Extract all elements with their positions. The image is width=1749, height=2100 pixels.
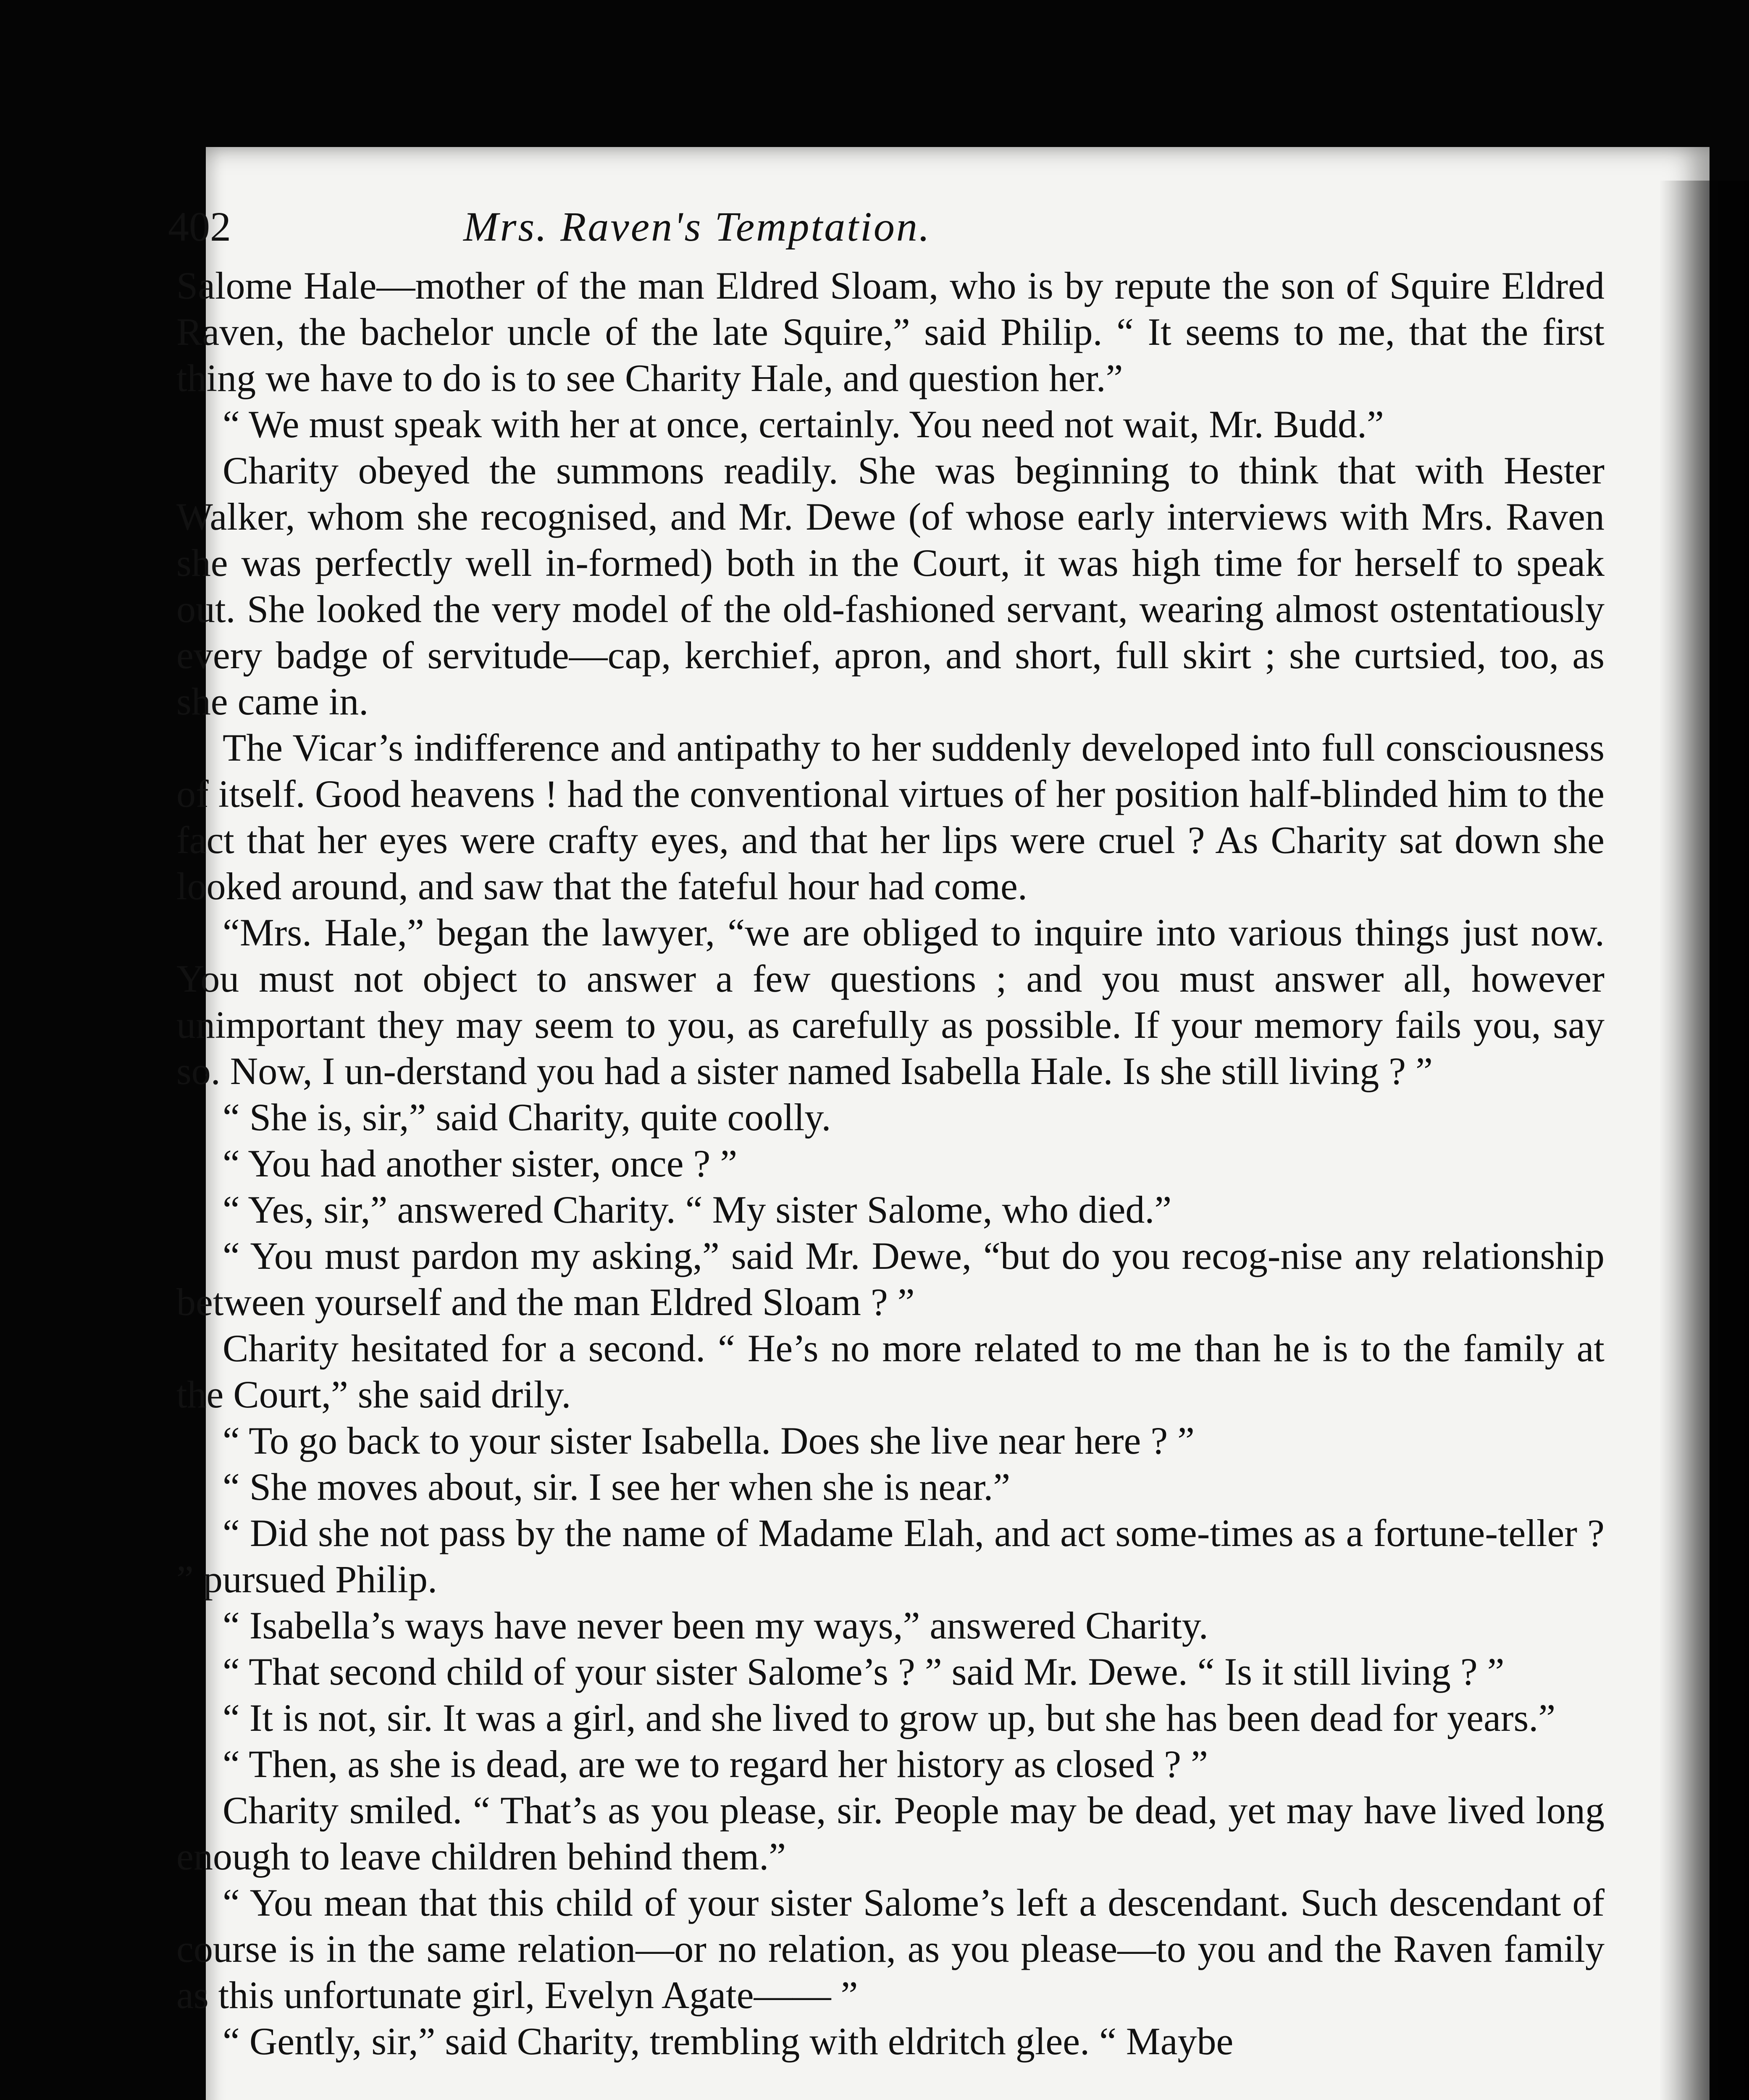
paragraph: “ Isabella’s ways have never been my ways,” answered Charity. <box>223 1604 1208 1647</box>
paragraph: “ She is, sir,” said Charity, quite coolly. <box>223 1096 831 1139</box>
paragraph: “ We must speak with her at once, certainly. You need not wait, Mr. Budd.” <box>223 403 1384 446</box>
paragraph: “Mrs. Hale,” began the lawyer, “we are obliged to inquire into various things just now. You must not object to answer a few questions ; and you must answer all, however unimportant they may seem to you, as carefully as possible. If your memory fails you, say so. Now, I un-derstand you had a sister named Isabella Hale. Is she still living ? ” <box>176 911 1605 1092</box>
running-title: Mrs. Raven's Temptation. <box>463 203 931 250</box>
body-text <box>176 262 1605 2064</box>
paragraph: Charity hesitated for a second. “ He’s no more related to me than he is to the family at the Court,” she said drily. <box>176 1327 1605 1416</box>
paragraph: “ It is not, sir. It was a girl, and she lived to grow up, but she has been dead for years.” <box>223 1696 1556 1739</box>
paragraph: “ You must pardon my asking,” said Mr. Dewe, “but do you recog-nise any relationship between yourself and the man Eldred Sloam ? ” <box>176 1234 1605 1323</box>
paragraph: “ Yes, sir,” answered Charity. “ My sister Salome, who died.” <box>223 1188 1172 1231</box>
paragraph: “ You had another sister, once ? ” <box>223 1142 738 1185</box>
paragraph: Charity obeyed the summons readily. She was beginning to think that with Hester Walker, whom she recognised, and Mr. Dewe (of whose early interviews with Mrs. Raven she was perfectly well in-formed) both in the Court, it was high time for herself to speak out. She looked the very model of the old-fashioned servant, wearing almost ostentatiously every badge of servitude—cap, kerchief, apron, and short, full skirt ; she curtsied, too, as she came in. <box>176 449 1605 723</box>
page-header <box>168 193 1605 260</box>
paragraph: “ You mean that this child of your sister Salome’s left a descendant. Such descendant of course is in the same relation—or no relation, as you please—to you and the Raven family as this unfortunate girl, Evelyn Agate—— ” <box>176 1881 1605 2016</box>
paragraph: “ Gently, sir,” said Charity, trembling with eldritch glee. “ Maybe <box>223 2020 1234 2063</box>
paragraph: “ Then, as she is dead, are we to regard her history as closed ? ” <box>223 1743 1208 1785</box>
page-number: 402 <box>168 203 231 250</box>
paragraph: “ That second child of your sister Salome’s ? ” said Mr. Dewe. “ Is it still living ? ” <box>223 1650 1505 1693</box>
paragraph: “ Did she not pass by the name of Madame Elah, and act some-times as a fortune-teller ? ” pursued Philip. <box>176 1512 1605 1601</box>
page-edge-shadow <box>1659 181 1749 2100</box>
paragraph: Salome Hale—mother of the man Eldred Sloam, who is by repute the son of Squire Eldred Raven, the bachelor uncle of the late Squire,” said Philip. “ It seems to me, that the first thing we have to do is to see Charity Hale, and question her.” <box>176 264 1605 399</box>
paragraph: “ To go back to your sister Isabella. Does she live near here ? ” <box>223 1419 1195 1462</box>
paragraph: The Vicar’s indifference and antipathy to her suddenly developed into full consciousness of itself. Good heavens ! had the conventional virtues of her position half-blinded him to the fact that her eyes were crafty eyes, and that her lips were cruel ? As Charity sat down she looked around, and saw that the fateful hour had come. <box>176 726 1605 908</box>
paragraph: “ She moves about, sir. I see her when she is near.” <box>223 1465 1011 1508</box>
paragraph: Charity smiled. “ That’s as you please, sir. People may be dead, yet may have lived long enough to leave children behind them.” <box>176 1789 1605 1878</box>
